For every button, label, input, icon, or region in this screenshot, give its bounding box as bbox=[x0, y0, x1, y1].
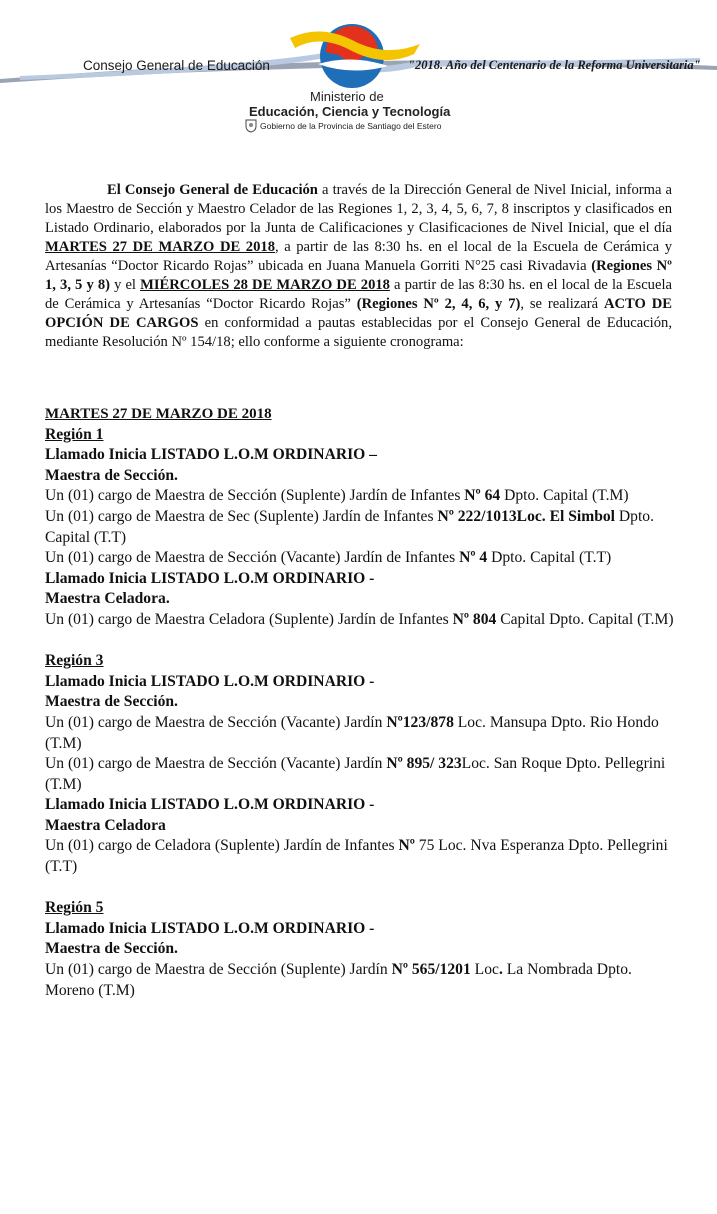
region-1-call-2: Llamado Inicia LISTADO L.O.M ORDINARIO - bbox=[45, 569, 375, 587]
item-text: Un (01) cargo de Maestra Celadora (Suplente) Jardín de Infantes bbox=[45, 610, 453, 628]
item-school: Nº 4 bbox=[459, 549, 488, 567]
spacer bbox=[45, 631, 685, 652]
item-location: Dpto. Capital (T.T) bbox=[487, 549, 612, 567]
region-3-title: Región 3 bbox=[45, 652, 104, 670]
item-school: Nº 895/ 323 bbox=[386, 755, 462, 773]
year-motto: "2018. Año del Centenario de la Reforma Universitaria" bbox=[408, 58, 701, 72]
item-location: Dpto. Capital (T.T) bbox=[45, 507, 654, 546]
item-school: Nº 64 bbox=[464, 487, 501, 505]
region-1-title: Región 1 bbox=[45, 425, 104, 443]
item-text: Un (01) cargo de Maestra de Sección (Vacante) Jardín bbox=[45, 755, 387, 773]
item-school: Nº bbox=[398, 837, 415, 855]
province-shield-icon bbox=[245, 119, 257, 133]
item-text: Un (01) cargo de Maestra de Sección (Vacante) Jardín de Infantes bbox=[45, 549, 460, 567]
region-3-call-2: Llamado Inicia LISTADO L.O.M ORDINARIO - bbox=[45, 796, 375, 814]
region-3-item-1 bbox=[45, 713, 685, 754]
item-location: 75 Loc. Nva Esperanza Dpto. Pellegrini (T.T) bbox=[45, 837, 668, 876]
intro-text-5: , se realizará bbox=[520, 296, 604, 312]
region-1-role-1: Maestra de Sección. bbox=[45, 466, 178, 484]
region-1-item-2 bbox=[45, 507, 685, 548]
region-5-item-1 bbox=[45, 960, 685, 1001]
item-location: Capital Dpto. Capital (T.M) bbox=[496, 610, 674, 628]
item-location: Dpto. Capital (T.M) bbox=[500, 487, 629, 505]
region-5-call-1: Llamado Inicia LISTADO L.O.M ORDINARIO - bbox=[45, 919, 375, 937]
intro-text-4: a partir de las 8:30 hs. en el local de la Escuela de Cerámica y Artesanías “Doctor Ricardo Rojas” bbox=[45, 277, 672, 312]
item-text: Un (01) cargo de Celadora (Suplente) Jardín de Infantes bbox=[45, 837, 399, 855]
item-location: Loc. San Roque Dpto. Pellegrini (T.M) bbox=[45, 755, 666, 793]
schedule-date: MARTES 27 DE MARZO DE 2018 bbox=[45, 406, 272, 422]
header-swoosh-graphic bbox=[0, 0, 717, 100]
schedule bbox=[45, 404, 685, 1001]
item-text: Un (01) cargo de Maestra de Sección (Suplente) Jardín de Infantes bbox=[45, 487, 465, 505]
spacer bbox=[45, 878, 685, 899]
region-1-item-3 bbox=[45, 548, 685, 569]
region-3-item-3 bbox=[45, 836, 685, 877]
item-text: Un (01) cargo de Maestra de Sección (Suplente) Jardín bbox=[45, 961, 392, 979]
letterhead bbox=[0, 0, 717, 140]
intro-regions-1: (Regiones Nº 1, 3, 5 y 8) bbox=[45, 258, 672, 293]
intro-text-2: , a partir de las 8:30 hs. en el local de la Escuela de Cerámica y Artesanías “Doctor Ricardo Rojas” ubicada en Juana Manuela Gorriti N°25 casi Rivadavia bbox=[45, 239, 673, 274]
intro-date-1: MARTES 27 DE MARZO DE 2018 bbox=[45, 239, 275, 255]
region-3-call-1: Llamado Inicia LISTADO L.O.M ORDINARIO - bbox=[45, 672, 375, 690]
region-3-role-2: Maestra Celadora bbox=[45, 816, 166, 834]
intro-paragraph bbox=[45, 181, 672, 352]
item-location-2: La Nombrada Dpto. Moreno (T.M) bbox=[45, 961, 632, 999]
intro-text-3: y el bbox=[109, 277, 141, 293]
region-1-call-1: Llamado Inicia LISTADO L.O.M ORDINARIO – bbox=[45, 446, 377, 464]
ministry-title-line1: Ministerio de bbox=[310, 89, 384, 104]
intro-act: ACTO DE OPCIÓN DE CARGOS bbox=[45, 296, 673, 331]
region-1-item-1 bbox=[45, 486, 685, 507]
item-text: Un (01) cargo de Maestra de Sec (Suplente) Jardín de Infantes bbox=[45, 507, 438, 525]
item-school: Nº 804 bbox=[452, 610, 497, 628]
item-text: Un (01) cargo de Maestra de Sección (Vacante) Jardín bbox=[45, 713, 387, 731]
government-name: Gobierno de la Provincia de Santiago del Estero bbox=[260, 121, 442, 131]
item-location: Loc bbox=[470, 961, 499, 979]
intro-regions-2: (Regiones Nº 2, 4, 6, y 7) bbox=[356, 296, 521, 312]
region-1-role-2: Maestra Celadora. bbox=[45, 590, 170, 608]
intro-text-6: en conformidad a pautas establecidas por el Consejo General de Educación, mediante Resolución Nº 154/18; ello conforme a siguiente cronograma: bbox=[45, 315, 672, 350]
council-name: Consejo General de Educación bbox=[83, 58, 270, 73]
intro-text-1: a través de la Dirección General de Nivel Inicial, informa a los Maestro de Sección y Maestro Celador de las Regiones 1, 2, 3, 4, 5, 6, 7, 8 inscriptos y clasificados en Listado Ordinario, elaborados por la Junta de Calificaciones y Clasificaciones de Nivel Inicial, que el día bbox=[45, 182, 672, 236]
region-3-item-2 bbox=[45, 754, 685, 795]
intro-date-2: MIÉRCOLES 28 DE MARZO DE 2018 bbox=[140, 277, 390, 293]
item-school: Nº123/878 bbox=[386, 713, 454, 731]
item-punct: . bbox=[498, 961, 503, 979]
region-1-item-4 bbox=[45, 610, 685, 631]
item-school: Nº 222/1013Loc. El Simbol bbox=[437, 507, 616, 525]
ministry-title-line2: Educación, Ciencia y Tecnología bbox=[249, 104, 451, 119]
intro-council: El Consejo General de Educación bbox=[107, 182, 318, 198]
region-5-role-1: Maestra de Sección. bbox=[45, 940, 178, 958]
region-5-title: Región 5 bbox=[45, 899, 104, 917]
item-school: Nº 565/1201 bbox=[391, 961, 471, 979]
item-location: Loc. Mansupa Dpto. Rio Hondo (T.M) bbox=[45, 713, 659, 752]
government-line bbox=[245, 119, 441, 133]
region-3-role-1: Maestra de Sección. bbox=[45, 693, 178, 711]
